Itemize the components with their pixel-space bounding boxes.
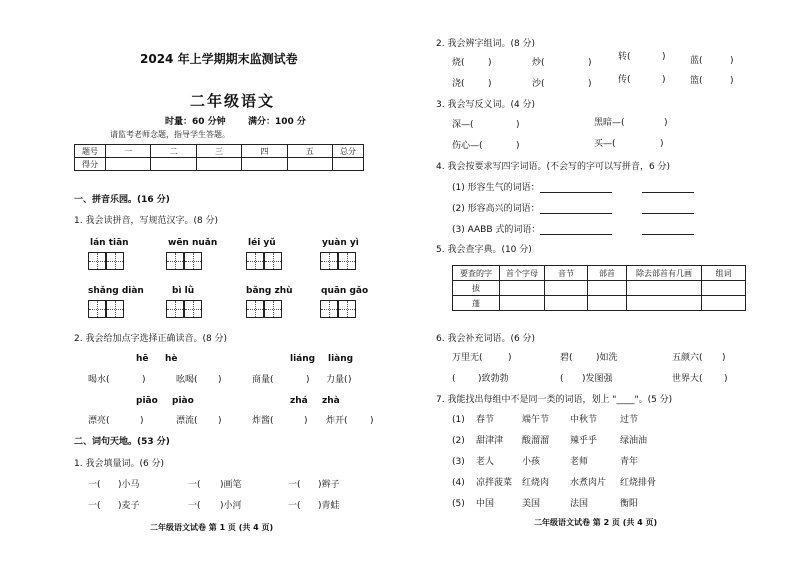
word-blank-close: ): [304, 416, 308, 426]
idiom-blank: 碧(: [560, 353, 573, 363]
dict-header-cell: 首个字母: [500, 266, 545, 281]
dict-input-cell[interactable]: [588, 296, 627, 311]
writing-box[interactable]: [338, 300, 356, 318]
group-word[interactable]: 过节: [620, 415, 639, 425]
score-cell: 题号: [75, 145, 106, 158]
idiom-text: )致勃勃: [478, 374, 509, 384]
group-word[interactable]: 春节: [476, 415, 495, 425]
word-blank: 浇(: [452, 79, 465, 89]
word-blank: 沙(: [532, 79, 545, 89]
dictionary-table: [452, 265, 746, 311]
idiom-text: )发图强: [582, 374, 613, 384]
idiom-blank: 世界大(: [672, 374, 703, 384]
measure-word-blank: 一(: [88, 501, 101, 511]
group-word[interactable]: 水煮肉片: [570, 478, 607, 488]
group-word[interactable]: 甜津津: [476, 436, 504, 446]
dict-input-cell[interactable]: [627, 296, 702, 311]
reading-option: zhà: [322, 396, 340, 406]
measure-word-blank: 一(: [88, 480, 101, 490]
score-cell: 总分: [333, 145, 364, 158]
writing-box[interactable]: [264, 252, 282, 270]
score-input-cell[interactable]: [151, 158, 196, 171]
pinyin-label: bǎng zhù: [246, 286, 293, 296]
idiom-blank-close: ): [724, 374, 728, 384]
r4-prompt: (1) 形容生气的词语：: [452, 183, 540, 193]
word-blank: 力量(: [326, 375, 348, 385]
dict-input-cell[interactable]: [500, 296, 545, 311]
pinyin-label: léi yǔ: [248, 238, 276, 248]
group-number: (5): [452, 499, 465, 509]
reading-option: hē: [136, 354, 149, 364]
page-footer-1: 二年级语文试卷 第 1 页 (共 4 页): [150, 523, 274, 532]
word-blank-close: ): [370, 416, 374, 426]
score-cell: 二: [151, 145, 196, 158]
dict-char-cell: 拔: [453, 281, 500, 296]
dictionary-row: [453, 281, 746, 296]
exam-title: 2024 年上学期期末监测试卷: [140, 52, 298, 66]
r4-prompt: (3) AABB 式的词语：: [452, 225, 541, 235]
reading-option: piāo: [136, 396, 158, 406]
measure-word-item: )麦子: [118, 501, 140, 511]
word-blank: 篮(: [690, 76, 703, 86]
group-word[interactable]: 红烧肉: [522, 478, 550, 488]
dict-input-cell[interactable]: [545, 296, 588, 311]
writing-box[interactable]: [184, 300, 202, 318]
writing-box[interactable]: [338, 252, 356, 270]
word-blank-close: ): [142, 375, 146, 385]
reading-option: hè: [165, 354, 178, 364]
idiom-blank: (: [560, 374, 564, 384]
word-blank: 深—(: [452, 120, 474, 130]
reading-option: zhá: [290, 396, 308, 406]
measure-word-item: )小河: [220, 501, 242, 511]
question-2: 2. 我会给加点字选择正确读音。(8 分): [74, 334, 228, 344]
word-blank-close: ): [730, 76, 734, 86]
word-blank: 黑暗—(: [594, 118, 625, 128]
writing-box[interactable]: [246, 300, 264, 318]
question-r3: 3. 我会写反义词。(4 分): [436, 100, 536, 110]
writing-box[interactable]: [88, 300, 106, 318]
score-input-cell[interactable]: [287, 158, 332, 171]
group-number: (2): [452, 436, 465, 446]
word-blank-close: ): [488, 79, 492, 89]
word-blank-close: ): [662, 52, 666, 62]
word-blank: 传(: [618, 75, 631, 85]
page-footer-2: 二年级语文试卷 第 2 页 (共 4 页): [534, 518, 658, 527]
idiom-blank: 五颜六(: [672, 353, 703, 363]
dict-header-cell: 除去部首有几画: [627, 266, 702, 281]
word-blank: 转(: [618, 52, 631, 62]
measure-word-item: )小马: [118, 480, 140, 490]
pinyin-label: shǎng diàn: [88, 286, 144, 296]
word-blank: 炸开(: [326, 416, 348, 426]
group-number: (3): [452, 457, 465, 467]
r4-prompt: (2) 形容高兴的词语：: [452, 204, 540, 214]
group-word[interactable]: 老师: [570, 457, 589, 467]
full-score: 满分：100 分: [248, 117, 306, 127]
group-word[interactable]: 美国: [522, 499, 541, 509]
measure-word-blank: 一(: [288, 480, 301, 490]
question-1: 1. 我会读拼音，写规范汉字。(8 分): [74, 216, 219, 226]
word-blank-close: ): [588, 79, 592, 89]
score-input-cell[interactable]: [242, 158, 287, 171]
answer-line[interactable]: [642, 192, 694, 193]
subject-title: 二年级语文: [190, 92, 276, 110]
group-word[interactable]: 酸溜溜: [522, 436, 550, 446]
score-input-cell[interactable]: [196, 158, 241, 171]
answer-line[interactable]: [642, 234, 694, 235]
dict-header-cell: 部首: [588, 266, 627, 281]
pinyin-label: lán tiān: [90, 238, 129, 248]
measure-word-item: )辫子: [318, 480, 340, 490]
writing-box[interactable]: [320, 300, 338, 318]
idiom-blank-close: ): [508, 353, 512, 363]
dict-input-cell[interactable]: [500, 281, 545, 296]
group-number: (4): [452, 478, 465, 488]
dict-header-cell: 要查的字: [453, 266, 500, 281]
dict-input-cell[interactable]: [702, 296, 746, 311]
section-1-title: 一、拼音乐园。(16 分): [74, 195, 170, 205]
score-input-cell[interactable]: [333, 158, 364, 171]
answer-line[interactable]: [540, 213, 612, 214]
word-blank-close: ): [660, 139, 664, 149]
pinyin-label: bì lǜ: [172, 286, 195, 296]
measure-word-blank: 一(: [188, 480, 201, 490]
group-word[interactable]: 青年: [620, 457, 639, 467]
word-blank-close: ): [662, 75, 666, 85]
measure-word-blank: 一(: [288, 501, 301, 511]
question-r5: 5. 我会查字典。(10 分): [436, 245, 532, 255]
writing-box[interactable]: [184, 252, 202, 270]
pinyin-label: wēn nuǎn: [168, 238, 218, 248]
question-r2: 2. 我会辨字组词。(8 分): [436, 39, 536, 49]
group-word[interactable]: 辣乎乎: [570, 436, 598, 446]
dict-input-cell[interactable]: [627, 281, 702, 296]
measure-word-blank: 一(: [188, 501, 201, 511]
dict-input-cell[interactable]: [702, 281, 746, 296]
idiom-blank: (: [452, 374, 456, 384]
answer-line[interactable]: [540, 234, 612, 235]
writing-box[interactable]: [88, 252, 106, 270]
group-word[interactable]: 法国: [570, 499, 589, 509]
writing-box[interactable]: [246, 252, 264, 270]
score-cell: 得分: [75, 158, 106, 171]
word-blank-close: ): [516, 120, 520, 130]
writing-box[interactable]: [166, 300, 184, 318]
question-3: 1. 我会填量词。(6 分): [74, 459, 165, 469]
word-blank: 烧(: [452, 58, 465, 68]
group-number: (1): [452, 415, 465, 425]
dict-input-cell[interactable]: [545, 281, 588, 296]
word-blank-close: ): [306, 375, 310, 385]
writing-box[interactable]: [320, 252, 338, 270]
word-blank: 伤心—(: [452, 141, 483, 151]
question-r6: 6. 我会补充词语。(6 分): [436, 334, 536, 344]
writing-box[interactable]: [264, 300, 282, 318]
pinyin-label: yuàn yì: [322, 238, 359, 248]
score-cell: 三: [196, 145, 241, 158]
word-blank: 漂流(: [176, 416, 198, 426]
writing-box[interactable]: [166, 252, 184, 270]
word-blank-close: ): [730, 56, 734, 66]
measure-word-item: )青蛙: [318, 501, 340, 511]
section-2-title: 二、词句天地。(53 分): [74, 437, 170, 447]
word-blank-close: ): [218, 416, 222, 426]
dict-char-cell: 蓬: [453, 296, 500, 311]
word-blank: 蓝(: [690, 56, 703, 66]
writing-box[interactable]: [106, 300, 124, 318]
measure-word-item: )画笔: [220, 480, 242, 490]
group-word[interactable]: 端午节: [522, 415, 550, 425]
score-input-cell[interactable]: [106, 158, 151, 171]
group-word[interactable]: 绿油油: [620, 436, 648, 446]
score-cell: 五: [287, 145, 332, 158]
score-cell: 一: [106, 145, 151, 158]
reading-option: piào: [172, 396, 194, 406]
word-blank-close: ): [218, 375, 222, 385]
group-word[interactable]: 凉拌菠菜: [476, 478, 513, 488]
time-limit: 时量：60 分钟: [165, 117, 226, 127]
group-word[interactable]: 中国: [476, 499, 495, 509]
score-table-score-row: [75, 158, 364, 171]
idiom-blank-close: ): [722, 353, 726, 363]
word-blank-close: ): [348, 375, 352, 385]
reading-option: liáng: [290, 354, 316, 364]
question-r4: 4. 我会按要求写四字词语。(不会写的字可以写拼音，6 分): [436, 162, 671, 172]
pinyin-label: quān gǎo: [321, 286, 369, 296]
idiom-text: )如洗: [596, 353, 618, 363]
reading-option: liàng: [328, 354, 354, 364]
word-blank: 炸酱(: [252, 416, 274, 426]
word-blank-close: ): [664, 118, 668, 128]
word-blank-close: ): [588, 58, 592, 68]
word-blank: 买—(: [594, 139, 616, 149]
group-word[interactable]: 小孩: [522, 457, 541, 467]
idiom-blank: 万里无(: [452, 353, 483, 363]
word-blank-close: ): [516, 141, 520, 151]
word-blank-close: ): [140, 416, 144, 426]
score-cell: 四: [242, 145, 287, 158]
answer-line[interactable]: [642, 213, 694, 214]
answer-line[interactable]: [540, 192, 612, 193]
exam-note: 请监考老师念题，指导学生答题。: [110, 130, 230, 139]
dictionary-row: [453, 296, 746, 311]
group-word[interactable]: 老人: [476, 457, 495, 467]
score-table-header-row: [75, 145, 364, 158]
group-word[interactable]: 中秋节: [570, 415, 598, 425]
question-r7: 7. 我能找出每组中不是同一类的词语，划上 "____"。(5 分): [436, 395, 673, 405]
word-blank: 喝水(: [88, 375, 110, 385]
word-blank: 商量(: [252, 375, 274, 385]
word-blank-close: ): [488, 58, 492, 68]
group-word[interactable]: 红烧排骨: [620, 478, 657, 488]
group-word[interactable]: 衡阳: [620, 499, 639, 509]
dict-input-cell[interactable]: [588, 281, 627, 296]
word-blank: 炒(: [532, 58, 545, 68]
word-blank: 漂亮(: [88, 416, 110, 426]
word-blank: 吆喝(: [176, 375, 198, 385]
score-table: [74, 144, 364, 171]
dict-header-cell: 组词: [702, 266, 746, 281]
dict-header-cell: 音节: [545, 266, 588, 281]
dictionary-header-row: [453, 266, 746, 281]
writing-box[interactable]: [106, 252, 124, 270]
